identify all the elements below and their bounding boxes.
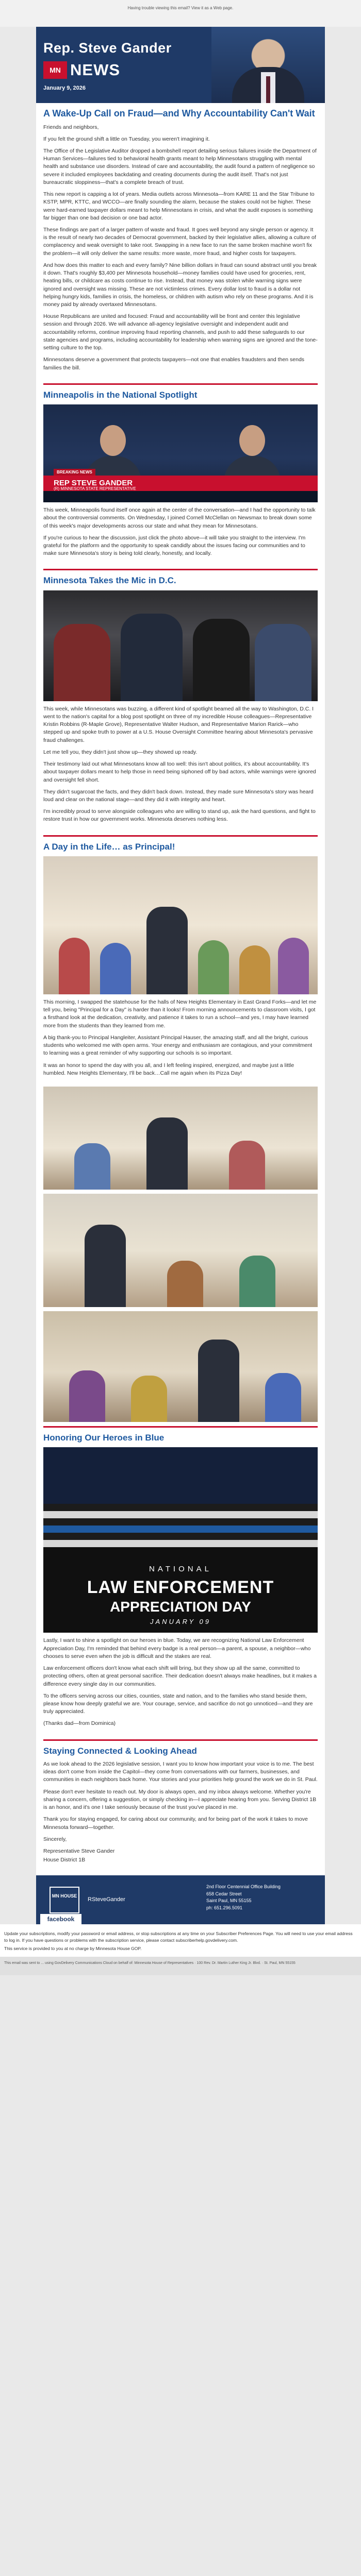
news-label: NEWS	[70, 61, 120, 79]
dc-paragraph: This week, while Minnesotans was buzzing, a different kind of spotlight beamed all the way to Washington, D.C. I went to the nation's capital for a blog post spotlight on three of my incredible House colleagues—Representative Kristin Robbins (R-Maple Grove), Representative Walter Hudson, and Representative Marion Rarick—who stepped up and spoke truth to power at a U.S. House Oversight Committee hearing about Minnesota's pervasive fraud challenges.	[43, 705, 314, 743]
spotlight-paragraph: This week, Minneapolis found itself once again at the center of the conversation—and I had the opportunity to talk about the controversial comments. On Wednesday, I joined Cornell McClellan on Newsmax to break down some of this week's major developments across our state and what they mean for Minnesotans.	[43, 507, 316, 529]
flag-stars	[43, 1447, 318, 1504]
day-section	[36, 998, 325, 1087]
preheader	[0, 0, 361, 27]
newsletter-footer	[36, 1875, 325, 1924]
classroom-photo	[43, 1087, 318, 1190]
day-paragraph: This morning, I swapped the statehouse for the halls of New Heights Elementary in East Grand Forks—and let me tell you, being "Principal for a Day" is harder than it looks! From morning announcements to classroom visits, I got a firsthand look at the dedication, creativity, and patience it takes to run a school—and yes, I may have learned more from the students than they learned from me.	[43, 999, 317, 1029]
address-line: 658 Cedar Street	[206, 1891, 242, 1896]
honor-paragraph: Lastly, I want to shine a spotlight on our heroes in blue. Today, we are recognizing National Law Enforcement Appreciation Day, I'm reminded that behind every badge is a real person—a parent, a spouse, a neighbor—who chooses to serve even when the job is difficult and the stakes are real.	[43, 1637, 311, 1659]
service-note: This service is provided to you at no charge by Minnesota House GOP.	[4, 1946, 142, 1952]
preheader-line[interactable]: Having trouble viewing this email? View it as a Web page.	[127, 6, 234, 10]
subscription-note[interactable]: Update your subscriptions, modify your password or email address, or stop subscriptions at any time on your Subscriber Preferences Page. You will need to use your email address to log in. If you have questions or problems with the subscription service, please contact subscriberhelp.govdelivery.com.	[4, 1931, 353, 1943]
dc-paragraph: I'm incredibly proud to serve alongside colleagues who are willing to stand up, ask the hard questions, and fight to restore trust in how our government works. Minnesota deserves nothing less.	[43, 808, 316, 823]
delivery-note: This email was sent to ... using GovDelivery Communications Cloud on behalf of: Minnesota House of Representatives · 100 Rev. Dr. Martin Luther King Jr. Blvd. · St. Paul, MN 55155	[4, 1961, 296, 1965]
intro-paragraph: These findings are part of a larger pattern of waste and fraud. It goes well beyond any single person or agency. It is the result of nearly two decades of Democrat government, backed by their legislative allies, allowing a culture of complacency and weak oversight to take root. Swapping in a new face to run the same broken machine won't fix the problem—it will only deliver the same results: more waste, more fraud, and higher costs for taxpayers.	[43, 227, 316, 257]
spotlight-paragraph: If you're curious to hear the discussion, just click the photo above—it will take you straight to the interview. I'm grateful for the platform and the opportunity to speak candidly about the issues facing our communities and to make sure Minnesota's story is being told clearly, honestly, and locally.	[43, 534, 306, 557]
flag-line-2: LAW ENFORCEMENT	[87, 1578, 274, 1598]
news-logo	[43, 59, 120, 82]
day-paragraph: It was an honor to spend the day with you all, and I left feeling inspired, energized, and maybe just a little humbled. New Heights Elementary, I'll be back…Call me again when its Pizza Day!	[43, 1062, 294, 1076]
intro-greeting: Friends and neighbors,	[43, 124, 99, 130]
intro-heading: A Wake-Up Call on Fraud—and Why Accountability Can't Wait	[43, 108, 315, 118]
connected-heading: Staying Connected & Looking Ahead	[43, 1745, 197, 1756]
delivery-footer	[0, 1957, 361, 1975]
signoff: Sincerely,	[43, 1836, 67, 1842]
spotlight-section	[36, 506, 325, 567]
dc-heading: Minnesota Takes the Mic in D.C.	[43, 575, 176, 586]
tv-lower-third	[43, 476, 318, 491]
breaking-news-tag: BREAKING NEWS	[54, 469, 95, 476]
signature-district: House District 1B	[43, 1857, 86, 1863]
classroom-photo-3	[43, 1311, 318, 1422]
honor-paragraph: (Thanks dad—from Dominica)	[43, 1720, 116, 1727]
address-line: 2nd Floor Centennial Office Building	[206, 1884, 281, 1890]
intro-section	[36, 103, 325, 381]
address-line: Saint Paul, MN 55155	[206, 1898, 252, 1904]
flag-date: JANUARY 09	[150, 1618, 211, 1626]
newsletter-header	[36, 27, 325, 103]
law-enforcement-day-graphic	[43, 1447, 318, 1633]
connected-paragraph: As we look ahead to the 2026 legislative session, I want you to know how important your voice is to me. The best ideas don't come from inside the Capitol—they come from conversations with our farmers, businesses, and communities in each neighbors back home. Your stories and your priorities help ground the work we do in St. Paul.	[43, 1760, 318, 1783]
phone-line: ph: 651.296.5091	[206, 1905, 243, 1910]
day-paragraph: A big thank-you to Principal Hangleiter, Assistant Principal Hauser, the amazing staff, and all the bright, curious students who welcomed me with open arms. Your energy and enthusiasm are contagious, and your commitment to learning was a great reminder of why supporting our schools is so important.	[43, 1034, 313, 1057]
dc-paragraph: Let me tell you, they didn't just show up—they showed up ready.	[43, 749, 198, 755]
header-portrait	[211, 27, 325, 103]
header-title: Rep. Steve Gander	[43, 40, 172, 56]
day-heading: A Day in the Life… as Principal!	[43, 841, 175, 852]
house-logo-text: MN HOUSE	[52, 1893, 77, 1899]
honor-paragraph: To the officers serving across our cities, counties, state and nation, and to the families who stand beside them, please know how deeply grateful we are. Your courage, service, and sacrifice do not go unnoticed—and they are truly appreciated.	[43, 1692, 313, 1715]
facebook-link[interactable]: facebook	[40, 1914, 81, 1924]
dc-paragraph: They didn't sugarcoat the facts, and they didn't back down. Instead, they made sure Minnesota's story was heard loud and clear on the national stage—and they did it with integrity and heart.	[43, 788, 314, 803]
dc-paragraph: Their testimony laid out what Minnesotans know all too well: this isn't about politics, it's about accountability. It's about taxpayer dollars meant to help those in need being siphoned off by bad actors, while warnings were ignored and oversight fell short.	[43, 761, 316, 783]
classroom-photo-2	[43, 1194, 318, 1307]
connected-paragraph: Please don't ever hesitate to reach out. My door is always open, and my inbox always welcome. Whether you're sharing a concern, offering a suggestion, or simply checking in—I appreciate hearing from you. Serving District 1B is an honor, and it's one I take seriously because of the trust you've placed in me.	[43, 1788, 317, 1811]
house-logo	[50, 1887, 79, 1913]
footer-handle[interactable]: RSteveGander	[88, 1896, 125, 1903]
honor-paragraph: Law enforcement officers don't know what each shift will bring, but they show up all the same, committed to protecting others, often at great personal sacrifice. Their dedication doesn't always make headlines, but it makes a difference every single day in our communities.	[43, 1665, 317, 1687]
intro-paragraph: And how does this matter to each and every family? Nine billion dollars in fraud can sound abstract until you break it down. That's roughly $3,400 per Minnesota household—money families could have used for groceries, rent, heating bills, or childcare as costs continue to rise. Instead, that money was stolen while warning signs were ignored and oversight was missing. These are not victimless crimes. Every dollar lost to fraud is a dollar not helping hungry kids, families in crisis, the homeless, or children with autism who rely on these programs. And it is money paid by already overtaxed Minnesotans.	[43, 262, 317, 308]
email-body	[36, 27, 325, 1924]
spotlight-heading: Minneapolis in the National Spotlight	[43, 389, 198, 400]
flag-line-1: NATIONAL	[149, 1565, 212, 1574]
mn-badge: MN	[43, 61, 67, 79]
intro-paragraph: If you felt the ground shift a little on Tuesday, you weren't imagining it.	[43, 135, 210, 142]
signature-name: Representative Steve Gander	[43, 1848, 115, 1854]
tv-subtitle: (R) MINNESOTA STATE REPRESENTATIVE	[54, 486, 136, 492]
flag-line-3: APPRECIATION DAY	[110, 1599, 251, 1615]
dc-hearing-photo	[43, 590, 318, 701]
newsmax-interview-photo[interactable]	[43, 404, 318, 502]
dc-section	[36, 705, 325, 833]
intro-paragraph: House Republicans are united and focused: Fraud and accountability will be front and center this legislative session and through 2026. We will advance all-agency legislative oversight and independent audit and accountability reforms, continue improving fraud reporting channels, and push to add these safeguards to our state agencies and programs, including accountability for leadership when warning signs are ignored and the tone-setting culture to the top.	[43, 313, 318, 351]
tv-ticker	[43, 491, 318, 502]
school-group-photo	[43, 856, 318, 994]
tv-name: REP STEVE GANDER	[54, 479, 133, 488]
connected-paragraph: Thank you for staying engaged, for caring about our community, and for being part of the work it takes to move Minnesota forward—together.	[43, 1816, 308, 1831]
legal-footer	[0, 1924, 361, 1957]
intro-paragraph: Minnesotans deserve a government that protects taxpayers—not one that enables fraudsters and then sends families the bill.	[43, 357, 305, 371]
footer-address	[206, 1884, 281, 1911]
intro-paragraph: This new report is capping a lot of years. Media outlets across Minnesota—from KARE 11 and the Star Tribune to KSTP, MPR, KTTC, and WCCO—are finally sounding the alarm, because the stakes could not be higher. These were hard-earned taxpayer dollars meant to help Minnesotans in crisis, and what the audit exposes is something far bigger than one bad decision or one bad actor.	[43, 191, 315, 221]
honor-section	[36, 1637, 325, 1737]
intro-paragraph: The Office of the Legislative Auditor dropped a bombshell report detailing serious failures inside the Department of Human Services—failures tied to behavioral health grants meant to help Minnesotans struggling with mental health and substance use disorders. Instead of care and accountability, the audit found a pattern of negligence so severe it included employees backdating and creating documents during the audit itself. That's not just bureaucratic sloppiness—that's a complete breach of trust.	[43, 148, 317, 185]
connected-section	[36, 1760, 325, 1875]
header-date: January 9, 2026	[43, 85, 86, 91]
honor-heading: Honoring Our Heroes in Blue	[43, 1433, 165, 1443]
